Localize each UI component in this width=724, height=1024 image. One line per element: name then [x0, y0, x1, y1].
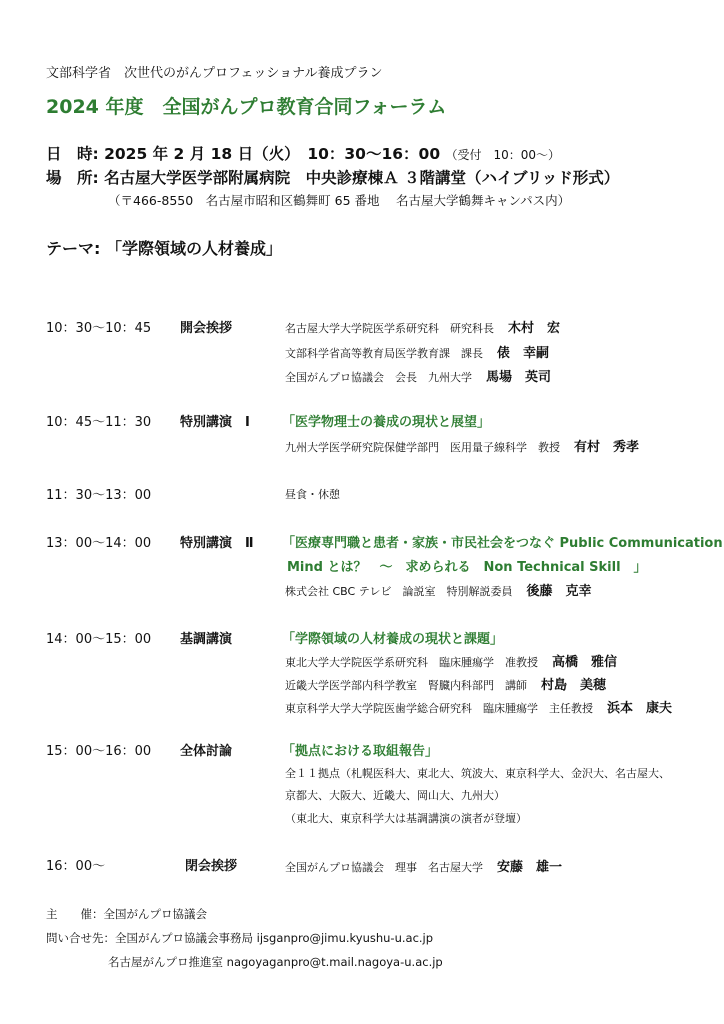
speaker-affiliation: 東京科学大学大学院医歯学総合研究科 臨床腫瘍学 主任教授	[285, 702, 593, 715]
speaker-line	[285, 580, 592, 599]
discussion-detail: 京都大、大阪大、近畿大、岡山大、九州大）	[285, 789, 505, 802]
speaker-affiliation: 全国がんプロ協議会 理事 名古屋大学	[285, 861, 483, 874]
speaker-affiliation: 近畿大学医学部内科学教室 腎臓内科部門 講師	[285, 679, 527, 692]
speaker-name: 浜本 康夫	[607, 701, 673, 716]
speaker-affiliation: 名古屋大学大学院医学系研究科 研究科長	[285, 322, 494, 335]
time-slot: 13：00〜14：00	[46, 536, 152, 551]
speaker-affiliation: 九州大学医学研究院保健学部門 医用量子線科学 教授	[285, 441, 560, 454]
speaker-name: 村島 美穂	[541, 678, 607, 693]
speaker-name: 馬場 英司	[486, 370, 552, 385]
speaker-line	[285, 856, 562, 875]
discussion-detail: 全１１拠点（札幌医科大、東北大、筑波大、東京科学大、金沢大、名古屋大、	[285, 767, 670, 780]
date-line	[46, 142, 560, 164]
speaker-line	[285, 342, 549, 361]
time-slot: 15：00〜16：00	[46, 744, 152, 759]
session-title: 特別講演 Ⅰ	[180, 415, 250, 430]
break-note: 昼食・休憩	[285, 488, 340, 501]
speaker-name: 高橋 雅信	[552, 655, 618, 670]
speaker-name: 安藤 雄一	[497, 860, 563, 875]
speaker-affiliation: 株式会社 CBC テレビ 論説室 特別解説委員	[285, 585, 513, 598]
address: （〒466-8550 名古屋市昭和区鶴舞町 65 番地 名古屋大学鶴舞キャンパス内）	[108, 193, 571, 208]
lecture-topic: 「学際領域の人材養成の現状と課題」	[282, 632, 504, 647]
speaker-name: 木村 宏	[508, 321, 561, 336]
speaker-line	[285, 366, 551, 385]
time-slot: 10：30〜10：45	[46, 321, 152, 336]
lecture-topic: 「拠点における取組報告」	[282, 744, 439, 759]
supertitle: 文部科学省 次世代のがんプロフェッショナル養成プラン	[46, 66, 383, 81]
speaker-name: 俵 幸嗣	[497, 346, 550, 361]
date-text: 日 時: 2025 年 2 月 18 日（火） 10：30〜16：00	[46, 145, 441, 163]
lecture-topic: 「医学物理士の養成の現状と展望」	[282, 415, 491, 430]
speaker-line	[285, 674, 606, 693]
time-slot: 11：30〜13：00	[46, 488, 152, 503]
session-title: 特別講演 Ⅱ	[180, 536, 254, 551]
speaker-affiliation: 東北大学大学院医学系研究科 臨床腫瘍学 准教授	[285, 656, 538, 669]
lecture-topic: 「医療専門職と患者・家族・市民社会をつなぐ Public Communication	[282, 536, 723, 551]
contact-secondary: 名古屋がんプロ推進室 nagoyaganpro@t.mail.nagoya-u.ac.jp	[108, 955, 443, 969]
speaker-line	[285, 436, 639, 455]
speaker-affiliation: 全国がんプロ協議会 会長 九州大学	[285, 371, 472, 384]
venue-line: 場 所: 名古屋大学医学部附属病院 中央診療棟Ａ ３階講堂（ハイブリッド形式）	[46, 169, 620, 187]
organizer: 主 催：全国がんプロ協議会	[46, 907, 207, 921]
speaker-name: 後藤 克幸	[526, 584, 592, 599]
speaker-line	[285, 697, 672, 716]
speaker-affiliation: 文部科学省高等教育局医学教育課 課長	[285, 347, 483, 360]
session-title: 開会挨拶	[180, 321, 233, 336]
page-title: 2024 年度 全国がんプロ教育合同フォーラム	[46, 96, 447, 118]
theme: テーマ: 「学際領域の人材養成」	[46, 239, 282, 258]
speaker-line	[285, 651, 617, 670]
speaker-line	[285, 317, 560, 336]
speaker-name: 有村 秀孝	[574, 440, 640, 455]
reception-text: （受付 10：00〜）	[445, 148, 561, 162]
time-slot: 16：00〜	[46, 859, 106, 874]
session-title: 閉会挨拶	[185, 859, 238, 874]
time-slot: 14：00〜15：00	[46, 632, 152, 647]
time-slot: 10：45〜11：30	[46, 415, 152, 430]
contact: 問い合せ先：全国がんプロ協議会事務局 ijsganpro@jimu.kyushu-u.ac.jp	[46, 931, 434, 945]
session-title: 全体討論	[180, 744, 233, 759]
lecture-topic-continued: Mind とは？ 〜 求められる Non Technical Skill 」	[287, 560, 647, 575]
session-title: 基調講演	[180, 632, 233, 647]
discussion-note: （東北大、東京科学大は基調講演の演者が登壇）	[285, 812, 527, 825]
